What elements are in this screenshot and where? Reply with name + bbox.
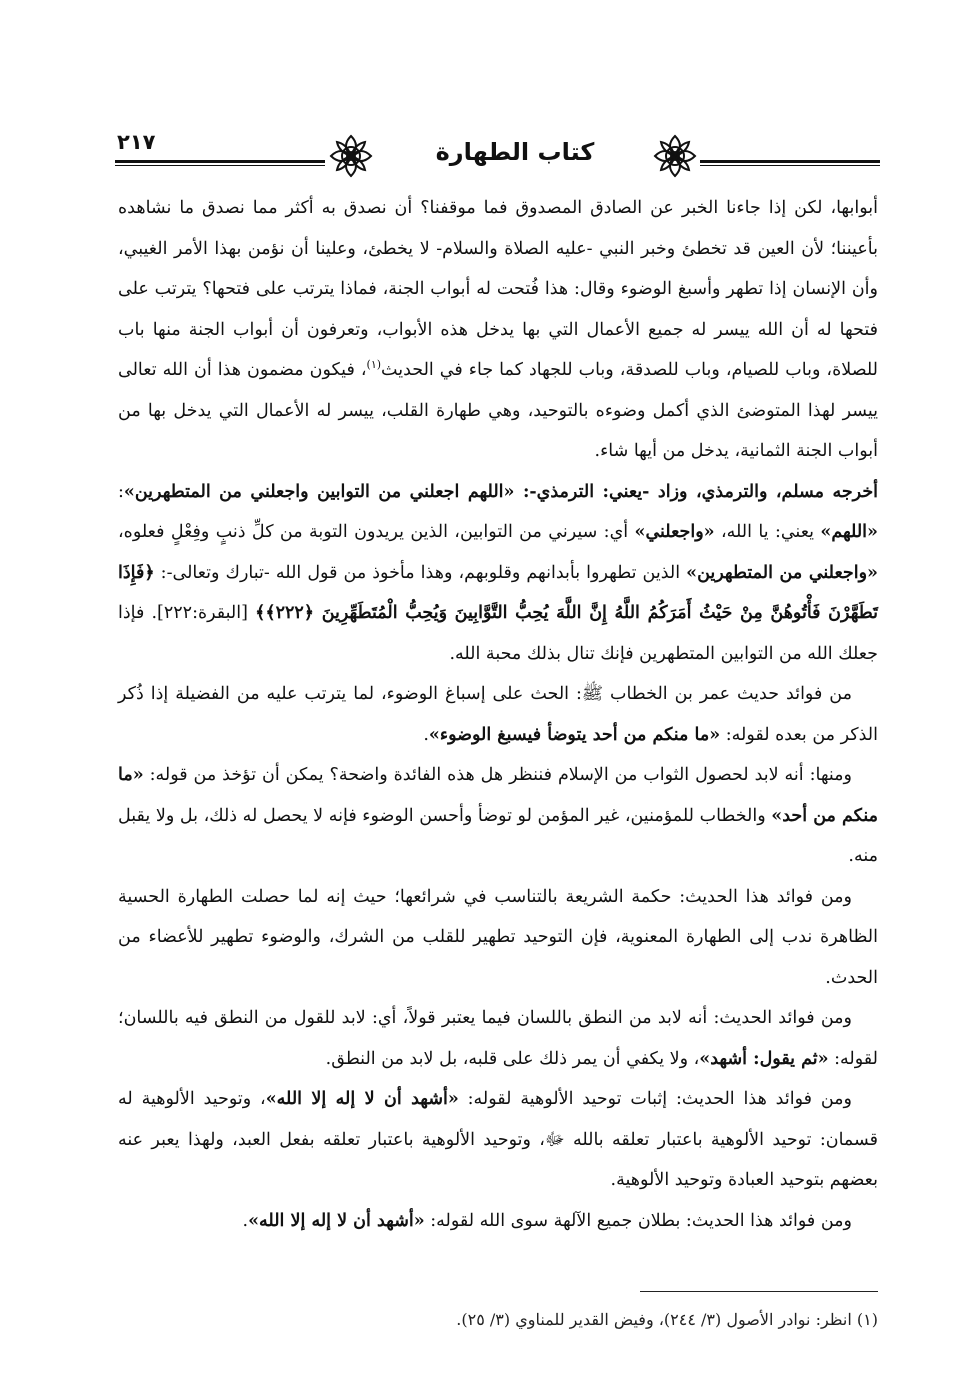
p4-b: «ما منكم من أحد» (118, 765, 878, 826)
quran-verse: ﴿فَإِذَا تَطَهَّرْنَ فَأْتُوهُنَّ مِنْ حَيْثُ أَمَرَكُمُ اللَّهُ إِنَّ اللَّهَ يُحِبُّ التَّوَّابِينَ وَيُحِبُّ الْمُتَطَهِّرِينَ ﴿٢٢٢﴾﴾ (118, 562, 878, 623)
p8-b: «أشهد أن لا إله إلا الله» (248, 1210, 425, 1231)
ornament-left-icon (327, 132, 375, 180)
header-rule-left (115, 160, 325, 166)
footnote-divider (640, 1291, 878, 1292)
surah-reference: [البقرة:٢٢٢] (157, 603, 256, 623)
paragraph-7 (118, 1079, 878, 1201)
p7-b: «أشهد أن لا إله إلا الله» (265, 1089, 459, 1109)
p2-h: «واجعلني من المتطهرين» (686, 562, 878, 583)
ornament-right-icon (651, 132, 699, 180)
page-header (115, 128, 880, 184)
p3-a: من فوائد حديث عمر بن الخطاب (603, 684, 852, 704)
book-title: كتاب الطهارة (435, 138, 595, 166)
honorific-icon: ﷺ (581, 684, 604, 704)
paragraph-2 (118, 472, 878, 675)
page-body (118, 188, 878, 1241)
p2-j: . فإذا جعلك الله من التوابين المتطهرين فإنك تنال بذلك محبة الله. (118, 603, 878, 664)
p4-c: والخطاب للمؤمنين، غير المؤمن لو توضأ وأحسن الوضوء فإنه لا يحصل له ذلك، بل ولا يقبل منه. (118, 805, 878, 866)
p3-d: . (423, 724, 429, 745)
p7-a: ومن فوائد هذا الحديث: إثبات توحيد الألوهية لقوله: (458, 1089, 852, 1109)
p2-a: أخرجه مسلم، والترمذي، وزاد -يعني: الترمذي-: (514, 481, 878, 502)
paragraph-1 (118, 188, 878, 472)
p2-f: «واجعلني» (634, 522, 715, 542)
page-number: ٢١٧ (117, 130, 156, 154)
p2-d: «اللهم» (820, 522, 878, 542)
p7-c: ، وتوحيد الألوهية له قسمان: توحيد الألوهية باعتبار تعلقه بالله ﷻ، وتوحيد الألوهية باعتبار تعلقه بفعل العبد، ولهذا يعبر عنه بعضهم بتوحيد العبادة وتوحيد الألوهية. (118, 1089, 878, 1190)
paragraph-5: ومن فوائد هذا الحديث: حكمة الشريعة بالتناسب في شرائعها؛ حيث إنه لما حصلت الطهارة الحسية الظاهرة ندب إلى الطهارة المعنوية، فإن التوحيد تطهير للقلب من الشرك، والوضوء تطهير للأعضاء من الحدث. (118, 886, 878, 988)
paragraph-3 (118, 674, 878, 755)
footnote-ref-1[interactable]: (١) (366, 358, 382, 372)
footnote: (١) انظر: نوادر الأصول (٣/ ٢٤٤)، وفيض القدير للمناوي (٣/ ٢٥). (456, 1310, 878, 1329)
header-rule-right (700, 160, 880, 166)
p1-end: ، فيكون مضمون هذا أن الله تعالى ييسر لهذا المتوضئ الذي أكمل وضوءه بالتوحيد، وهي طهارة القلب، ييسر له الأعمال التي يدخل بها من أبواب الجنة الثمانية، يدخل من أيها شاء. (118, 360, 878, 461)
p3-b: : الحث على إسباغ الوضوء، لما يترتب عليه من الفضيلة إذا ذُكر الذكر من بعده لقوله: (118, 684, 878, 745)
p1-text: أبوابها، لكن إذا جاءنا الخبر عن الصادق المصدوق فما موقفنا؟ أن نصدق به أكثر مما نصدق ما نشاهده بأعيننا؛ لأن العين قد تخطئ وخبر النبي -عليه الصلاة والسلام- لا يخطئ، وعلينا أن نؤمن بهذا الأمر الغيبي، وأن الإنسان إذا تطهر وأسبغ الوضوء وقال: هذا فُتحت له أبواب الجنة، فماذا يترتب على فتحها؟ يترتب على فتحها له أن الله ييسر له جميع الأعمال التي بها يدخل هذه الأبواب، وتعرفون أن أبواب الجنة منها باب للصلاة، وباب للصيام، وباب للصدقة، وباب للجهاد كما جاء في الحديث (118, 198, 878, 380)
p2-hadith-quote: «اللهم اجعلني من التوابين واجعلني من المتطهرين» (123, 481, 515, 502)
paragraph-4 (118, 755, 878, 877)
p2-e: يعني: يا الله، (714, 522, 821, 542)
paragraph-8 (118, 1201, 878, 1242)
p8-a: ومن فوائد هذا الحديث: بطلان جميع الآلهة سوى الله لقوله: (424, 1210, 852, 1231)
p6-c: ، ولا يكفي أن يمر ذلك على قلبه، بل لابد من النطق. (325, 1048, 700, 1069)
p6-b: «ثم يقول: أشهد» (699, 1048, 829, 1069)
p8-c: . (242, 1210, 249, 1231)
p2-g: أي: سيرني من التوابين، الذين يريدون التوبة من كلِّ ذنبٍ وفِعْلٍ فعلوه، (118, 522, 635, 542)
paragraph-6 (118, 998, 878, 1079)
p2-i: الذين تطهروا بأبدانهم وقلوبهم، وهذا مأخوذ من قول الله -تبارك وتعالى-: (154, 562, 687, 583)
p3-c: «ما منكم من أحد يتوضأ فيسبغ الوضوء» (428, 724, 721, 745)
p2-c: : (118, 481, 124, 502)
p4-a: ومنها: أنه لابد لحصول الثواب من الإسلام فننظر هل هذه الفائدة واضحة؟ يمكن أن تؤخذ من قوله: (143, 765, 852, 785)
p6-a: ومن فوائد الحديث: أنه لابد من النطق باللسان فيما يعتبر قولاً، أي: لابد للقول من النطق فيه باللسان؛ لقوله: (118, 1008, 878, 1069)
